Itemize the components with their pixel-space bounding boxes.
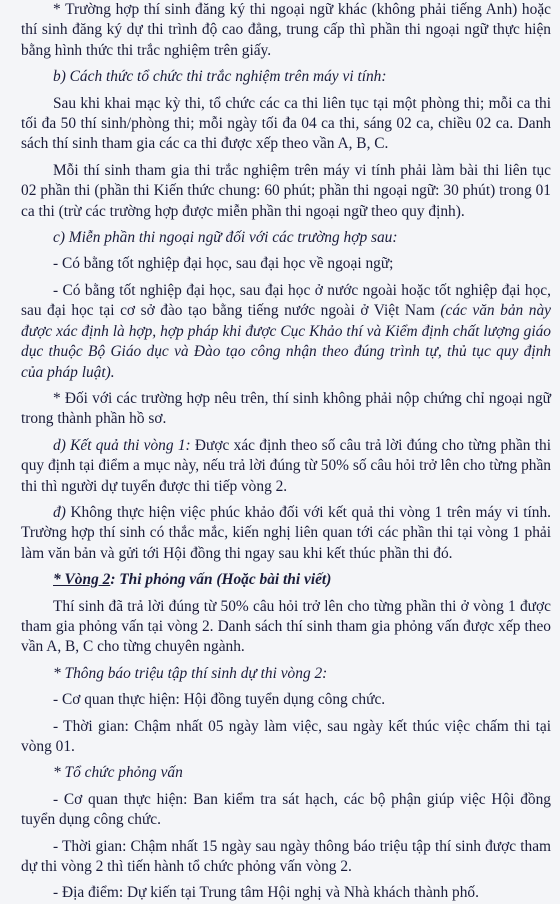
paragraph-p14 bbox=[21, 690, 551, 710]
paragraph-p17 bbox=[21, 790, 551, 831]
text-run: d) Kết quả thi vòng 1: bbox=[53, 436, 195, 454]
text-run: Thí sinh đã trả lời đúng từ 50% câu hỏi trở lên cho từng phần thi ở vòng 1 được tham gia phỏng vấn tại vòng 2. Danh sách thí sinh tham gia phỏng vấn được xếp theo vần A, B, C cho từng chuyên ngành. bbox=[21, 597, 551, 656]
paragraph-p9 bbox=[21, 436, 551, 497]
text-run: - Cơ quan thực hiện: Ban kiểm tra sát hạch, các bộ phận giúp việc Hội đồng tuyển dụng công chức. bbox=[21, 790, 551, 829]
paragraph-p1 bbox=[21, 0, 551, 61]
paragraph-p16 bbox=[21, 763, 551, 783]
text-run: * Vòng 2 bbox=[53, 571, 111, 589]
paragraph-p6 bbox=[21, 254, 551, 274]
paragraph-p5 bbox=[21, 228, 551, 248]
text-run: (các văn bản này được xác định là hợp, hợp pháp khi được Cục Khảo thí và Kiểm định chất lượng giáo dục thuộc Bộ Giáo dục và Đào tạo công nhận theo đúng trình tự, thủ tục quy định của pháp luật). bbox=[21, 302, 551, 381]
paragraph-p15 bbox=[21, 717, 551, 758]
text-run: - Địa điểm: Dự kiến tại Trung tâm Hội nghị và Nhà khách thành phố. bbox=[53, 884, 479, 902]
paragraph-p19 bbox=[21, 883, 551, 903]
text-run: Được xác định theo số câu trả lời đúng cho từng phần thi quy định tại điểm a mục này, nếu trả lời đúng từ 50% số câu hỏi trở lên cho từng phần thi thì người dự tuyển được thi tiếp vòng 2. bbox=[21, 436, 551, 495]
text-run: * Tổ chức phỏng vấn bbox=[53, 764, 183, 782]
text-run: Không thực hiện việc phúc khảo đối với kết quả thi vòng 1 trên máy vi tính. Trường hợp thí sinh có thắc mắc, kiến nghị liên quan tới các phần thi tại vòng 1 phải làm văn bản và gửi tới Hội đồng thi ngay sau khi kết thúc phần thi đó. bbox=[21, 503, 551, 562]
paragraph-p8 bbox=[21, 389, 551, 430]
paragraph-p18 bbox=[21, 837, 551, 878]
text-run: * Trường hợp thí sinh đăng ký thi ngoại ngữ khác (không phải tiếng Anh) hoặc thí sinh đăng ký dự thi trình độ cao đẳng, trung cấp thì phần thi ngoại ngữ thực hiện bằng hình thức thi trắc nghiệm trên giấy. bbox=[21, 1, 551, 59]
text-run: - Cơ quan thực hiện: Hội đồng tuyển dụng công chức. bbox=[53, 691, 386, 709]
text-run: Sau khi khai mạc kỳ thi, tổ chức các ca thi liên tục tại một phòng thi; mỗi ca thi tối đa 50 thí sinh/phòng thi; mỗi ngày tối đa 04 ca thi, sáng 02 ca, chiều 02 ca. Danh sách thí sinh tham gia các ca thi được xếp theo vần A, B, C. bbox=[21, 94, 551, 153]
text-run: c) Miễn phần thi ngoại ngữ đối với các trường hợp sau: bbox=[53, 229, 398, 247]
paragraph-p10 bbox=[21, 503, 551, 564]
text-run: - Thời gian: Chậm nhất 15 ngày sau ngày thông báo triệu tập thí sinh được tham dự thi vòng 2 thì tiến hành tổ chức phỏng vấn vòng 2. bbox=[21, 837, 551, 876]
text-run: * Thông báo triệu tập thí sinh dự thi vòng 2: bbox=[53, 664, 328, 682]
paragraph-p2 bbox=[21, 67, 551, 87]
paragraph-p13 bbox=[21, 664, 551, 684]
paragraph-p11 bbox=[21, 570, 551, 590]
paragraph-p3 bbox=[21, 94, 551, 155]
text-run: : Thi phỏng vấn (Hoặc bài thi viết) bbox=[110, 571, 332, 589]
text-run: đ) bbox=[53, 503, 71, 521]
paragraph-p4 bbox=[21, 161, 551, 222]
text-run: Mỗi thí sinh tham gia thi trắc nghiệm trên máy vi tính phải làm bài thi liên tục 02 phần thi (phần thi Kiến thức chung: 60 phút; phần thi ngoại ngữ: 30 phút) trong 01 ca thi (trừ các trường hợp được miễn phần thi ngoại ngữ theo quy định). bbox=[21, 161, 551, 220]
text-run: - Có bằng tốt nghiệp đại học, sau đại học về ngoại ngữ; bbox=[53, 255, 394, 273]
paragraph-p12 bbox=[21, 597, 551, 658]
paragraph-p7 bbox=[21, 281, 551, 383]
text-run: * Đối với các trường hợp nêu trên, thí sinh không phải nộp chứng chỉ ngoại ngữ trong thành phần hồ sơ. bbox=[21, 389, 551, 428]
text-run: b) Cách thức tổ chức thi trắc nghiệm trên máy vi tính: bbox=[53, 68, 387, 86]
text-run: - Có bằng tốt nghiệp đại học, sau đại học ở nước ngoài hoặc tốt nghiệp đại học, sau đại học tại cơ sở đào tạo bằng tiếng nước ngoài ở Việt Nam bbox=[21, 281, 551, 320]
text-run: - Thời gian: Chậm nhất 05 ngày làm việc, sau ngày kết thúc việc chấm thi tại vòng 01. bbox=[21, 717, 551, 755]
